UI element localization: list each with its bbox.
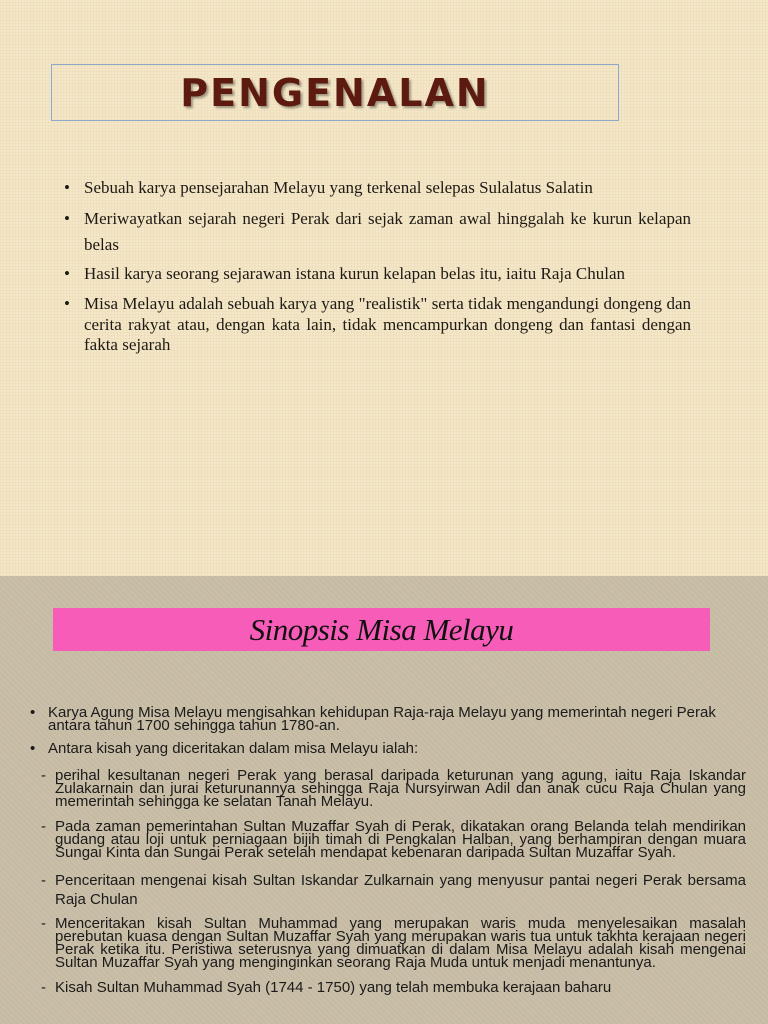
sub-list-item [30, 871, 746, 909]
synopsis-list [30, 706, 746, 1006]
slide-title: Sinopsis Misa Melayu [249, 611, 514, 647]
list-item-text: Misa Melayu adalah sebuah karya yang "realistik" serta tidak mengandungi dongeng dan cerita rakyat atau, dengan kata lain, tidak mencampurkan dongeng dan fantasi dengan fakta sejarah [84, 294, 691, 354]
list-item-text: Antara kisah yang diceritakan dalam misa Melayu ialah: [48, 740, 419, 757]
list-item [64, 294, 691, 356]
list-item [64, 206, 691, 258]
list-item-text: Meriwayatkan sejarah negeri Perak dari sejak zaman awal hinggalah ke kurun kelapan belas [84, 208, 691, 254]
list-item-text: Hasil karya seorang sejarawan istana kurun kelapan belas itu, iaitu Raja Chulan [84, 263, 625, 283]
sub-list-item [30, 769, 746, 808]
bullet-list [64, 178, 691, 366]
sub-list-item-text: Penceritaan mengenai kisah Sultan Iskandar Zulkarnain yang menyusur pantai negeri Perak bersama Raja Chulan [55, 872, 746, 908]
bullet-icon: • [30, 704, 36, 721]
title-box [51, 64, 619, 121]
dash-icon: - [41, 872, 46, 889]
bullet-icon: • [64, 263, 70, 283]
list-item [30, 742, 746, 755]
slide-sinopsis [0, 576, 768, 1024]
list-item-text: Karya Agung Misa Melayu mengisahkan kehidupan Raja-raja Melayu yang memerintah negeri Perak antara tahun 1700 sehingga tahun 1780-an. [48, 704, 716, 734]
sub-list-item [30, 981, 746, 994]
dash-icon: - [41, 915, 46, 932]
sub-list-item-text: perihal kesultanan negeri Perak yang berasal daripada keturunan yang agung, iaitu Raja Iskandar Zulakarnain dan jurai keturunannya sehingga Raja Nursyirwan Adil dan anak cucu Raja Chulan yang memerintah sehingga ke selatan Tanah Melayu. [55, 767, 746, 810]
bullet-icon: • [30, 740, 36, 757]
dash-icon: - [41, 979, 46, 996]
list-item [64, 178, 691, 199]
slide-title: PENGENALAN [180, 70, 490, 115]
dash-icon: - [41, 818, 46, 835]
sub-list-item-text: Pada zaman pemerintahan Sultan Muzaffar Syah di Perak, dikatakan orang Belanda telah mendirikan gudang atau loji untuk perniagaan bijih timah di Pengkalan Halban, yang berhampiran dengan muara Sungai Kinta dan Sungai Perak setelah mendapat kebenaran daripada Sultan Muzaffar Syah. [55, 818, 746, 861]
sub-list-item [30, 917, 746, 969]
list-item-text: Sebuah karya pensejarahan Melayu yang terkenal selepas Sulalatus Salatin [84, 178, 593, 197]
list-item [64, 264, 691, 285]
title-banner [53, 608, 710, 651]
bullet-icon: • [64, 208, 70, 228]
dash-icon: - [41, 767, 46, 784]
bullet-icon: • [64, 294, 70, 313]
bullet-icon: • [64, 178, 70, 197]
sub-list-item-text: Menceritakan kisah Sultan Muhammad yang merupakan waris muda menyelesaikan masalah perebutan kuasa dengan Sultan Muzaffar Syah yang merupakan waris tua untuk takhta kerajaan negeri Perak ketika itu. Peristiwa seterusnya yang dimuatkan di dalam Misa Melayu adalah kisah mengenai Sultan Muzaffar Syah yang menginginkan seorang Raja Muda untuk menjadi menantunya. [55, 915, 746, 971]
sub-list-item-text: Kisah Sultan Muhammad Syah (1744 - 1750) yang telah membuka kerajaan baharu [55, 979, 612, 996]
sub-list-item [30, 820, 746, 859]
list-item [30, 706, 746, 732]
